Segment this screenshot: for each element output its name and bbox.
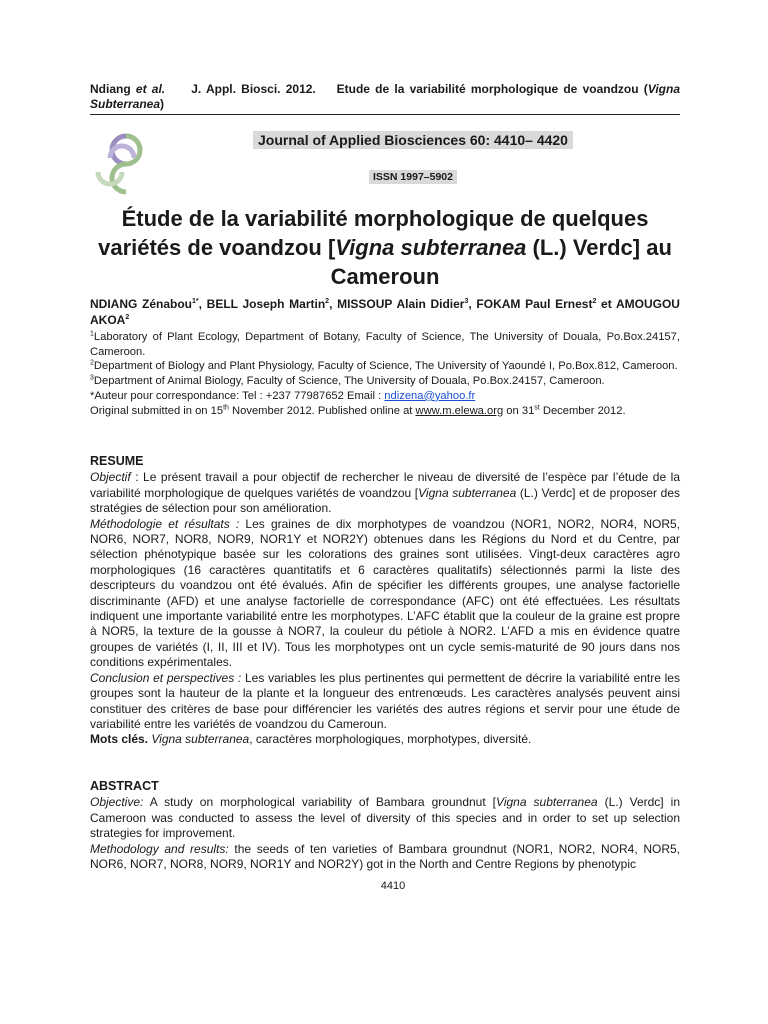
submitted-a: Original submitted in on 15 bbox=[90, 404, 224, 417]
affiliations bbox=[90, 330, 680, 418]
author-4: , FOKAM Paul Ernest bbox=[468, 297, 593, 311]
header-close: ) bbox=[160, 97, 165, 111]
affiliation-2-text: Department of Biology and Plant Physiology, Faculty of Science, The University of Yaoundé I, Po.Box.812, Cameroon. bbox=[93, 360, 678, 373]
website-link[interactable]: www.m.elewa.org bbox=[415, 404, 504, 417]
title-part1: Étude de la variabilité morphologique de quelques variétés de voandzou [ bbox=[98, 206, 649, 260]
abstract-objective-a: A study on morphological variability of Bambara groundnut [ bbox=[143, 795, 497, 810]
resume-objective bbox=[90, 470, 680, 516]
author-2: , BELL Joseph Martin bbox=[198, 297, 326, 311]
author-2-sup: 2 bbox=[325, 298, 330, 305]
resume-conclusion bbox=[90, 671, 680, 733]
resume-objective-species: Vigna subterranea bbox=[418, 485, 517, 500]
author-3-sup: 3 bbox=[464, 298, 469, 305]
resume-methodology-text: Les graines de dix morphotypes de voandzou (NOR1, NOR2, NOR4, NOR5, NOR6, NOR7, NOR8, NOR9, NOR1Y et NOR2Y) obtenues dans les Régions du Nord et du Centre, par sélection phénotypique basée sur les colorations des graines sont utilisées. Vingt-deux caractères agro morphologiques (16 caractères quantitatifs et 6 caractères qualitatifs) sélectionnés parmi la liste des descripteurs du voandzou ont été évalués. Afin de spécifier les différents groupes, une analyse factorielle discriminante (AFD) et une analyse factorielle de correspondance (AFC) ont été effectuées. Les résultats indiquent une importante variabilité entre les morphotypes. L’AFC établit que la couleur de la graine est propre à NOR5, la texture de la gousse à NOR7, la couleur du pétiole à NOR2. L’AFD a mis en évidence quatre groupes de variétés (I, II, III et IV). Tous les morphotypes ont un cycle semis-maturité de 90 jours dans nos conditions expérimentales. bbox=[90, 516, 680, 670]
resume-keywords bbox=[90, 732, 680, 747]
title-part2: (L.) Verdc] au Cameroun bbox=[330, 235, 672, 289]
abstract-objective bbox=[90, 795, 680, 841]
resume-keywords-species: Vigna subterranea bbox=[148, 732, 250, 747]
affiliation-3-text: Department of Animal Biology, Faculty of Science, The University of Douala, Po.Box.24157, Cameroon. bbox=[93, 375, 605, 388]
journal-name: Journal of Applied Biosciences 60: 4410– 4420 bbox=[253, 131, 573, 149]
article-title bbox=[90, 204, 680, 291]
resume-methodology-label: Méthodologie et résultats : bbox=[90, 516, 240, 531]
author-list bbox=[90, 296, 680, 328]
abstract-section bbox=[90, 779, 680, 872]
abstract-methodology-text: the seeds of ten varieties of Bambara groundnut (NOR1, NOR2, NOR4, NOR5, NOR6, NOR7, NOR8, NOR9, NOR1Y and NOR2Y) got in the North and Centre Regions by phenotypic bbox=[90, 841, 680, 872]
author-5: et AMOUGOU AKOA bbox=[90, 297, 680, 327]
resume-objective-label: Objectif bbox=[90, 470, 131, 485]
journal-logo-icon bbox=[90, 128, 162, 196]
submitted-d: December 2012. bbox=[539, 404, 626, 417]
affiliation-1-sup: 1 bbox=[90, 330, 94, 338]
resume-heading: RESUME bbox=[90, 454, 144, 468]
abstract-methodology bbox=[90, 842, 680, 873]
running-header bbox=[90, 82, 680, 115]
header-journal-ref: J. Appl. Biosci. 2012. bbox=[191, 82, 316, 96]
resume-objective-a: : Le présent travail a pour objectif de rechercher le niveau de diversité de l’espèce par l’étude de la variabilité morphologique de quelques variétés de voandzou [ bbox=[90, 470, 680, 500]
resume-keywords-text: , caractères morphologiques, morphotypes, diversité. bbox=[249, 732, 532, 747]
resume-conclusion-text: Les variables les plus pertinentes qui permettent de décrire la variabilité entre les groupes sont la hauteur de la plante et la longueur des entrenœuds. Les caractères analysés peuvent ainsi constituer des critères de base pour différencier les variétés des autres régions et servir pour une étude de variabilité entre les variétés de voandzou du Cameroun. bbox=[90, 670, 680, 731]
affiliation-2 bbox=[90, 359, 680, 374]
author-4-sup: 2 bbox=[592, 298, 597, 305]
header-etal: et al. bbox=[135, 82, 166, 96]
email-link[interactable]: ndizena@yahoo.fr bbox=[384, 389, 476, 402]
resume-keywords-label: Mots clés. bbox=[90, 732, 149, 747]
resume-methodology bbox=[90, 517, 680, 671]
abstract-objective-b: (L.) Verdc] in Cameroon was conducted to assess the level of diversity of this species and in order to set up selection strategies for improvement. bbox=[90, 795, 680, 841]
issn: ISSN 1997–5902 bbox=[369, 170, 457, 184]
author-1-sup: 1* bbox=[192, 298, 199, 305]
page-number: 4410 bbox=[380, 880, 406, 892]
title-species: Vigna subterranea bbox=[335, 235, 527, 260]
affiliation-1 bbox=[90, 330, 680, 359]
header-short-title: Etude de la variabilité morphologique de voandzou ( bbox=[336, 82, 648, 96]
abstract-methodology-label: Methodology and results: bbox=[90, 841, 229, 856]
affiliation-3-sup: 3 bbox=[90, 374, 94, 382]
resume-section bbox=[90, 454, 680, 748]
header-species: Vigna Subterranea bbox=[90, 82, 681, 111]
abstract-heading: ABSTRACT bbox=[90, 779, 159, 793]
submitted-sup2: st bbox=[534, 403, 540, 411]
correspondence-text: *Auteur pour correspondance: Tel : +237 77987652 Email : bbox=[90, 389, 385, 402]
submitted-b: November 2012. Published online at bbox=[228, 404, 416, 417]
affiliation-3 bbox=[90, 374, 680, 389]
header-authors: Ndiang bbox=[90, 82, 131, 96]
submission-info bbox=[90, 404, 680, 419]
submitted-c: on 31 bbox=[503, 404, 535, 417]
resume-objective-b: (L.) Verdc] et de proposer des stratégies de sélection pour son amélioration. bbox=[90, 485, 680, 516]
author-5-sup: 2 bbox=[125, 314, 130, 321]
abstract-objective-species: Vigna subterranea bbox=[496, 795, 598, 810]
affiliation-2-sup: 2 bbox=[90, 359, 94, 367]
resume-conclusion-label: Conclusion et perspectives : bbox=[90, 670, 242, 685]
submitted-sup1: th bbox=[223, 403, 229, 411]
correspondence bbox=[90, 389, 680, 404]
author-3: , MISSOUP Alain Didier bbox=[329, 297, 465, 311]
abstract-objective-label: Objective: bbox=[90, 795, 144, 810]
affiliation-1-text: Laboratory of Plant Ecology, Department of Botany, Faculty of Science, The University of Douala, Po.Box.24157, Cameroon. bbox=[90, 331, 680, 358]
author-1: NDIANG Zénabou bbox=[90, 297, 193, 311]
